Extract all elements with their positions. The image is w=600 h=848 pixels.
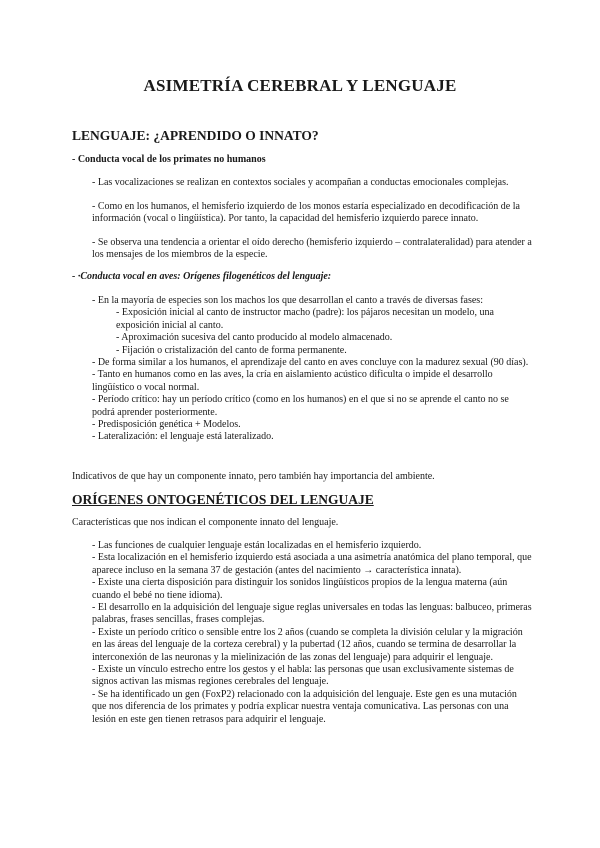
primates-heading: - Conducta vocal de los primates no humanos [72, 154, 266, 165]
aves-phase: - Fijación o cristalización del canto de forma permanente. [116, 344, 347, 356]
primates-item: - Como en los humanos, el hemisferio izquierdo de los monos estaría especializado en decodificación de la información (vocal o lingüística). Por tanto, la capacidad del hemisferio izquierdo parece innato. [92, 201, 520, 225]
ontogenetic-item: - Existe un período crítico o sensible entre los 2 años (cuando se completa la división celular y la migración en las áreas del lenguaje de la corteza cerebral) y la pubertad (12 años, cuando se termina de desarrollar la interconexión de las neuronas y la mielinización de las zonas del lenguaje) para adquirir el lenguaje. [92, 626, 523, 663]
aves-item: - Lateralización: el lenguaje está lateralizado. [92, 431, 274, 443]
ontogenetic-item: - Las funciones de cualquier lenguaje están localizadas en el hemisferio izquierdo. [92, 540, 422, 551]
aves-intro: - En la mayoría de especies son los machos los que desarrollan el canto a través de diversas fases: [92, 295, 483, 306]
primates-item: - Se observa una tendencia a orientar el oído derecho (hemisferio izquierdo – contralateralidad) para atender a los mensajes de los miembros de la especie. [92, 237, 532, 261]
ontogenetic-item: - Se ha identificado un gen (FoxP2) relacionado con la adquisición del lenguaje. Este gen es una mutación que nos diferencia de los primates y podría explicar nuestra ventaja comunicativa. Las personas con una lesión en este gen tienen retrasos para adquirir el lenguaje. [92, 688, 517, 725]
aves-item: - Predisposición genética + Modelos. [92, 419, 241, 431]
ontogenetic-intro: Características que nos indican el componente innato del lenguaje. [72, 517, 339, 528]
ontogenetic-list [92, 540, 532, 726]
ontogenetic-item: - Existe un vínculo estrecho entre los gestos y el habla: las personas que usan exclusivamente sistemas de signos activan las mismas regiones cerebrales del lenguaje. [92, 664, 514, 688]
aves-item: - Período crítico: hay un período crítico (como en los humanos) en el que si no se aprende el canto no se podrá aprender posteriormente. [92, 394, 509, 418]
aves-conclusion: Indicativos de que hay un componente innato, pero también hay importancia del ambiente. [72, 471, 435, 482]
ontogenetic-item: - Existe una cierta disposición para distinguir los sonidos lingüísticos propios de la lengua materna (aún cuando el bebé no tiene idioma). [92, 577, 508, 601]
aves-item: - De forma similar a los humanos, el aprendizaje del canto en aves concluye con la madurez sexual (90 días). [92, 357, 529, 369]
ontogenetic-item: - El desarrollo en la adquisición del lenguaje sigue reglas universales en todas las lenguas: balbuceo, primeras palabras, frases sencillas, frases complejas. [92, 602, 532, 626]
primates-item: - Las vocalizaciones se realizan en contextos sociales y acompañan a conductas emocionales complejas. [92, 177, 509, 188]
aves-item: - Tanto en humanos como en las aves, la cría en aislamiento acústico dificulta o impide el desarrollo lingüístico o vocal normal. [92, 369, 493, 393]
ontogenetic-item: - Esta localización en el hemisferio izquierdo está asociada a una asimetría anatómica del plano temporal, que aparece incluso en la semana 37 de gestación (antes del nacimiento → característica innata). [92, 552, 532, 576]
aves-phase: - Aproximación sucesiva del canto producido al modelo almacenado. [116, 332, 393, 344]
page-title: ASIMETRÍA CEREBRAL Y LENGUAJE [143, 76, 457, 95]
aves-phase: - Exposición inicial al canto de instructor macho (padre): los pájaros necesitan un modelo, una exposición inicial al canto. [116, 307, 494, 331]
section-heading-ontogenetic: ORÍGENES ONTOGENÉTICOS DEL LENGUAJE [72, 492, 374, 507]
aves-heading: - ·Conducta vocal en aves: Orígenes filogenéticos del lenguaje: [72, 271, 332, 282]
section-heading-innate: LENGUAJE: ¿APRENDIDO O INNATO? [72, 128, 319, 143]
aves-list [92, 295, 532, 444]
